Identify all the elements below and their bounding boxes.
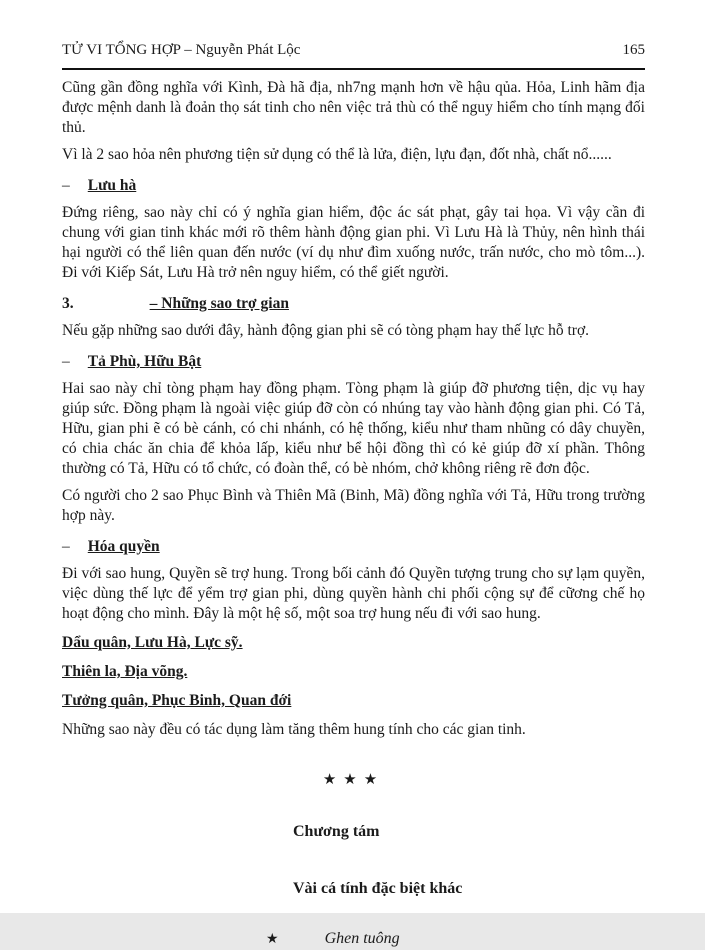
section-3-heading (62, 294, 645, 314)
paragraph: Hai sao này chỉ tòng phạm hay đồng phạm. Tòng phạm là giúp đỡ phương tiện, dịc vụ hay giúp sức. Đồng phạm là ngoài việc giúp đỡ còn có nhúng tay vào hành động gian phi. Có Tả, Hữu, gian phi ẽ có bè cánh, có chi nhánh, có hệ thống, kiểu như tham nhũng có dây chuyền, có chia chác ăn chia để khỏa lấp, kiểu như bể hội đồng thì có kẻ giúp đỡ xí phần. Thông thường có Tả, Hữu có tổ chức, có đoàn thể, có bè nhóm, chở không riêng rẽ đơn độc. (62, 380, 645, 477)
dash-bullet: – (62, 177, 70, 194)
star-list-line: Dẩu quân, Lưu Hà, Lực sỹ. (62, 634, 243, 651)
heading-label: Lưu hà (87, 177, 137, 194)
section-title: – Những sao trợ gian (149, 295, 289, 312)
chapter-label: Chương tám (293, 823, 380, 840)
paragraph: Đứng riêng, sao này chỉ có ý nghĩa gian hiểm, độc ác sát phạt, gây tai họa. Vì vậy cần đi chung với gian tinh khác mới rõ thêm hành động gian phi. Vì Lưu Hà là Thủy, nên hình thái hại người có thể liên quan đến nước (ví dụ như đìm xuống nước, trấn nước, cho mò tôm...). Đi với Kiếp Sát, Lưu Hà trở nên nguy hiểm, có thể giết người. (62, 204, 645, 281)
chapter-section-row (62, 929, 645, 950)
heading-ta-phu-huu-bat (62, 352, 645, 372)
book-title: TỬ VI TỔNG HỢP – Nguyễn Phát Lộc (62, 42, 301, 58)
paragraph: Nếu gặp những sao dưới đây, hành động gian phi sẽ có tòng phạm hay thế lực hỗ trợ. (62, 322, 590, 339)
paragraph: Đi với sao hung, Quyền sẽ trợ hung. Trong bối cảnh đó Quyền tượng trung cho sự lạm quyền, việc dùng thế lực để yểm trợ gian phi, dùng quyền hành chi phối cộng sự để cữơng chế họ hoạt động cho mình. Đây là một hệ số, một soa trợ hung nếu đi với sao hung. (62, 565, 645, 622)
dash-bullet: – (62, 538, 70, 555)
heading-label: Tả Phù, Hữu Bật (87, 353, 202, 370)
heading-luu-ha (62, 176, 645, 196)
paragraph: Cũng gần đồng nghĩa với Kình, Đà hã địa, nh7ng mạnh hơn về hậu qủa. Hỏa, Linh hãm địa được mệnh danh là đoản thọ sát tinh cho nên việc trả thù có thể nguy hiểm cho tính mạng đối thủ. (62, 79, 645, 136)
dash-bullet: – (62, 353, 70, 370)
running-header (62, 40, 645, 60)
star-list-line: Thiên la, Địa võng. (62, 663, 188, 680)
stars-separator: ★★★ (322, 772, 385, 788)
header-rule (62, 68, 645, 70)
paragraph: Những sao này đều có tác dụng làm tăng thêm hung tính cho các gian tinh. (62, 721, 526, 738)
star-list-line: Tưởng quân, Phục Binh, Quan đới (62, 692, 292, 709)
star-icon: ★ (266, 932, 279, 947)
heading-hoa-quyen (62, 537, 645, 557)
paragraph: Vì là 2 sao hỏa nên phương tiện sử dụng có thể là lửa, điện, lựu đạn, đốt nhà, chất nổ...... (62, 146, 612, 163)
chapter-title: Vài cá tính đặc biệt khác (293, 880, 463, 897)
paragraph: Có người cho 2 sao Phục Bình và Thiên Mã (Binh, Mã) đồng nghĩa với Tả, Hữu trong trường hợp này. (62, 487, 645, 524)
heading-label: Hóa quyền (87, 538, 160, 555)
chapter-section-title: Ghen tuông (324, 930, 400, 947)
section-number: 3. (62, 295, 74, 312)
page-number: 165 (622, 42, 645, 58)
